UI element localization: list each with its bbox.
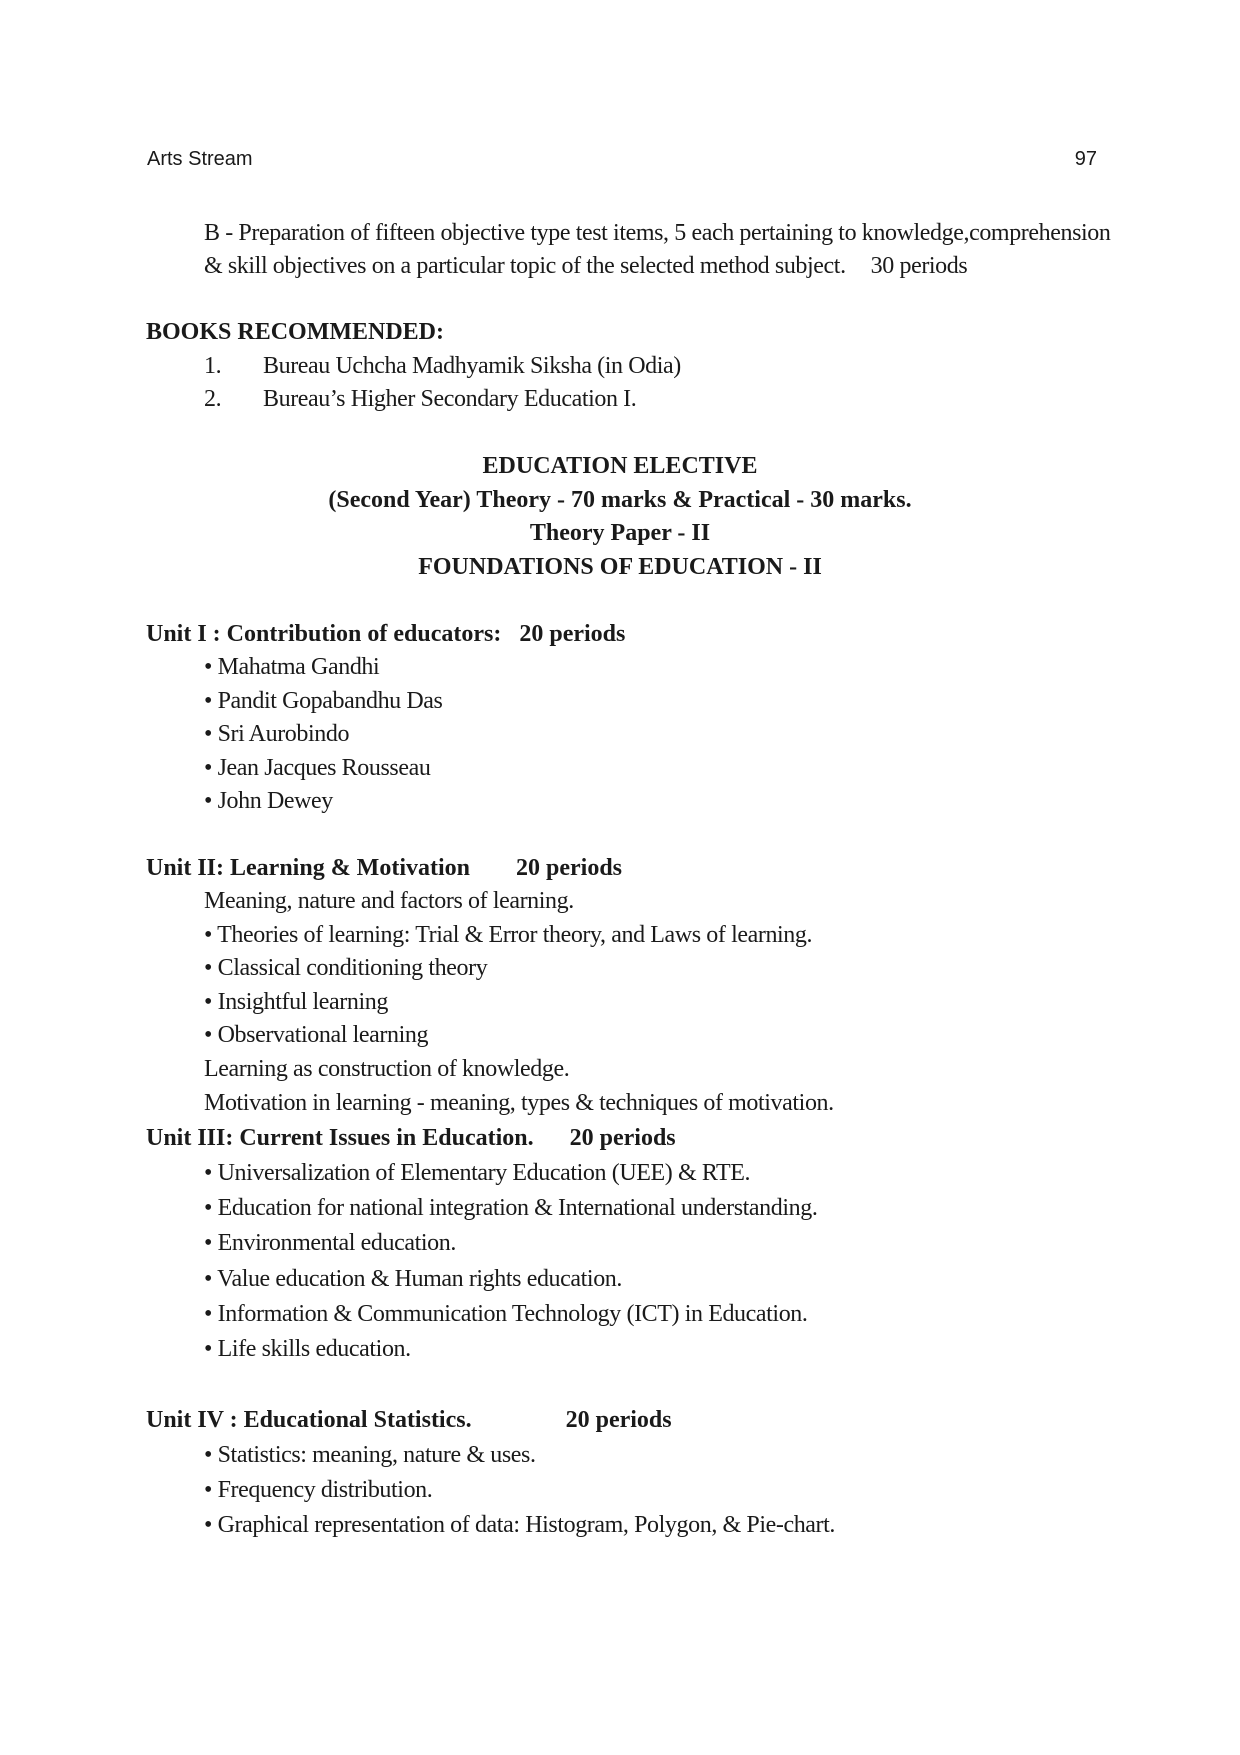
page-number: 97 xyxy=(1074,148,1097,170)
unit-4-title: Unit IV : Educational Statistics. xyxy=(146,1407,472,1433)
unit-2-title: Unit II: Learning & Motivation xyxy=(146,855,470,881)
list-item: • Graphical representation of data: Histogram, Polygon, & Pie-chart. xyxy=(204,1512,836,1538)
list-item: • Frequency distribution. xyxy=(204,1477,433,1503)
running-header-section: Arts Stream xyxy=(147,148,253,170)
unit-heading xyxy=(146,619,625,649)
unit-heading xyxy=(146,853,622,883)
unit-heading xyxy=(146,1405,672,1435)
list-item: • Sri Aurobindo xyxy=(204,721,350,747)
list-item: • Classical conditioning theory xyxy=(204,955,488,981)
list-item: • Theories of learning: Trial & Error theory, and Laws of learning. xyxy=(204,922,813,948)
book-item xyxy=(204,384,636,414)
title-line-1: EDUCATION ELECTIVE xyxy=(482,453,758,479)
unit-3-periods: 20 periods xyxy=(569,1125,676,1151)
list-item: Motivation in learning - meaning, types & techniques of motivation. xyxy=(204,1090,834,1116)
unit-4-periods: 20 periods xyxy=(565,1407,672,1433)
list-item: Meaning, nature and factors of learning. xyxy=(204,888,574,914)
book-item xyxy=(204,351,681,381)
list-item: • Information & Communication Technology (ICT) in Education. xyxy=(204,1301,808,1327)
title-line-3: Theory Paper - II xyxy=(529,520,711,546)
book-item-number: 1. xyxy=(204,353,222,379)
unit-2-periods: 20 periods xyxy=(516,855,623,881)
title-line-2: (Second Year) Theory - 70 marks & Practical - 30 marks. xyxy=(328,487,912,513)
intro-line-1: B - Preparation of fifteen objective type test items, 5 each pertaining to knowledge,comprehension xyxy=(204,220,1111,246)
unit-3-title: Unit III: Current Issues in Education. xyxy=(146,1125,534,1151)
list-item: • John Dewey xyxy=(204,788,333,814)
unit-1-periods: 20 periods xyxy=(519,621,626,647)
list-item: • Environmental education. xyxy=(204,1230,456,1256)
list-item: • Universalization of Elementary Education (UEE) & RTE. xyxy=(204,1160,751,1186)
book-item-number: 2. xyxy=(204,386,222,412)
intro-line-2-text: & skill objectives on a particular topic of the selected method subject. xyxy=(204,253,846,279)
book-item-text: Bureau Uchcha Madhyamik Siksha (in Odia) xyxy=(263,353,681,379)
list-item: • Observational learning xyxy=(204,1022,429,1048)
title-line-4: FOUNDATIONS OF EDUCATION - II xyxy=(418,554,822,580)
intro-line-2 xyxy=(204,251,967,281)
list-item: • Value education & Human rights education. xyxy=(204,1266,622,1292)
intro-periods: 30 periods xyxy=(870,253,968,279)
list-item: • Pandit Gopabandhu Das xyxy=(204,688,443,714)
list-item: • Statistics: meaning, nature & uses. xyxy=(204,1442,536,1468)
unit-heading xyxy=(146,1123,676,1153)
book-item-text: Bureau’s Higher Secondary Education I. xyxy=(263,386,637,412)
books-heading: BOOKS RECOMMENDED: xyxy=(146,319,445,345)
list-item: • Insightful learning xyxy=(204,989,388,1015)
list-item: • Education for national integration & International understanding. xyxy=(204,1195,818,1221)
list-item: • Jean Jacques Rousseau xyxy=(204,755,431,781)
unit-1-title: Unit I : Contribution of educators: xyxy=(146,621,502,647)
list-item: • Mahatma Gandhi xyxy=(204,654,380,680)
list-item: • Life skills education. xyxy=(204,1336,411,1362)
list-item: Learning as construction of knowledge. xyxy=(204,1056,570,1082)
